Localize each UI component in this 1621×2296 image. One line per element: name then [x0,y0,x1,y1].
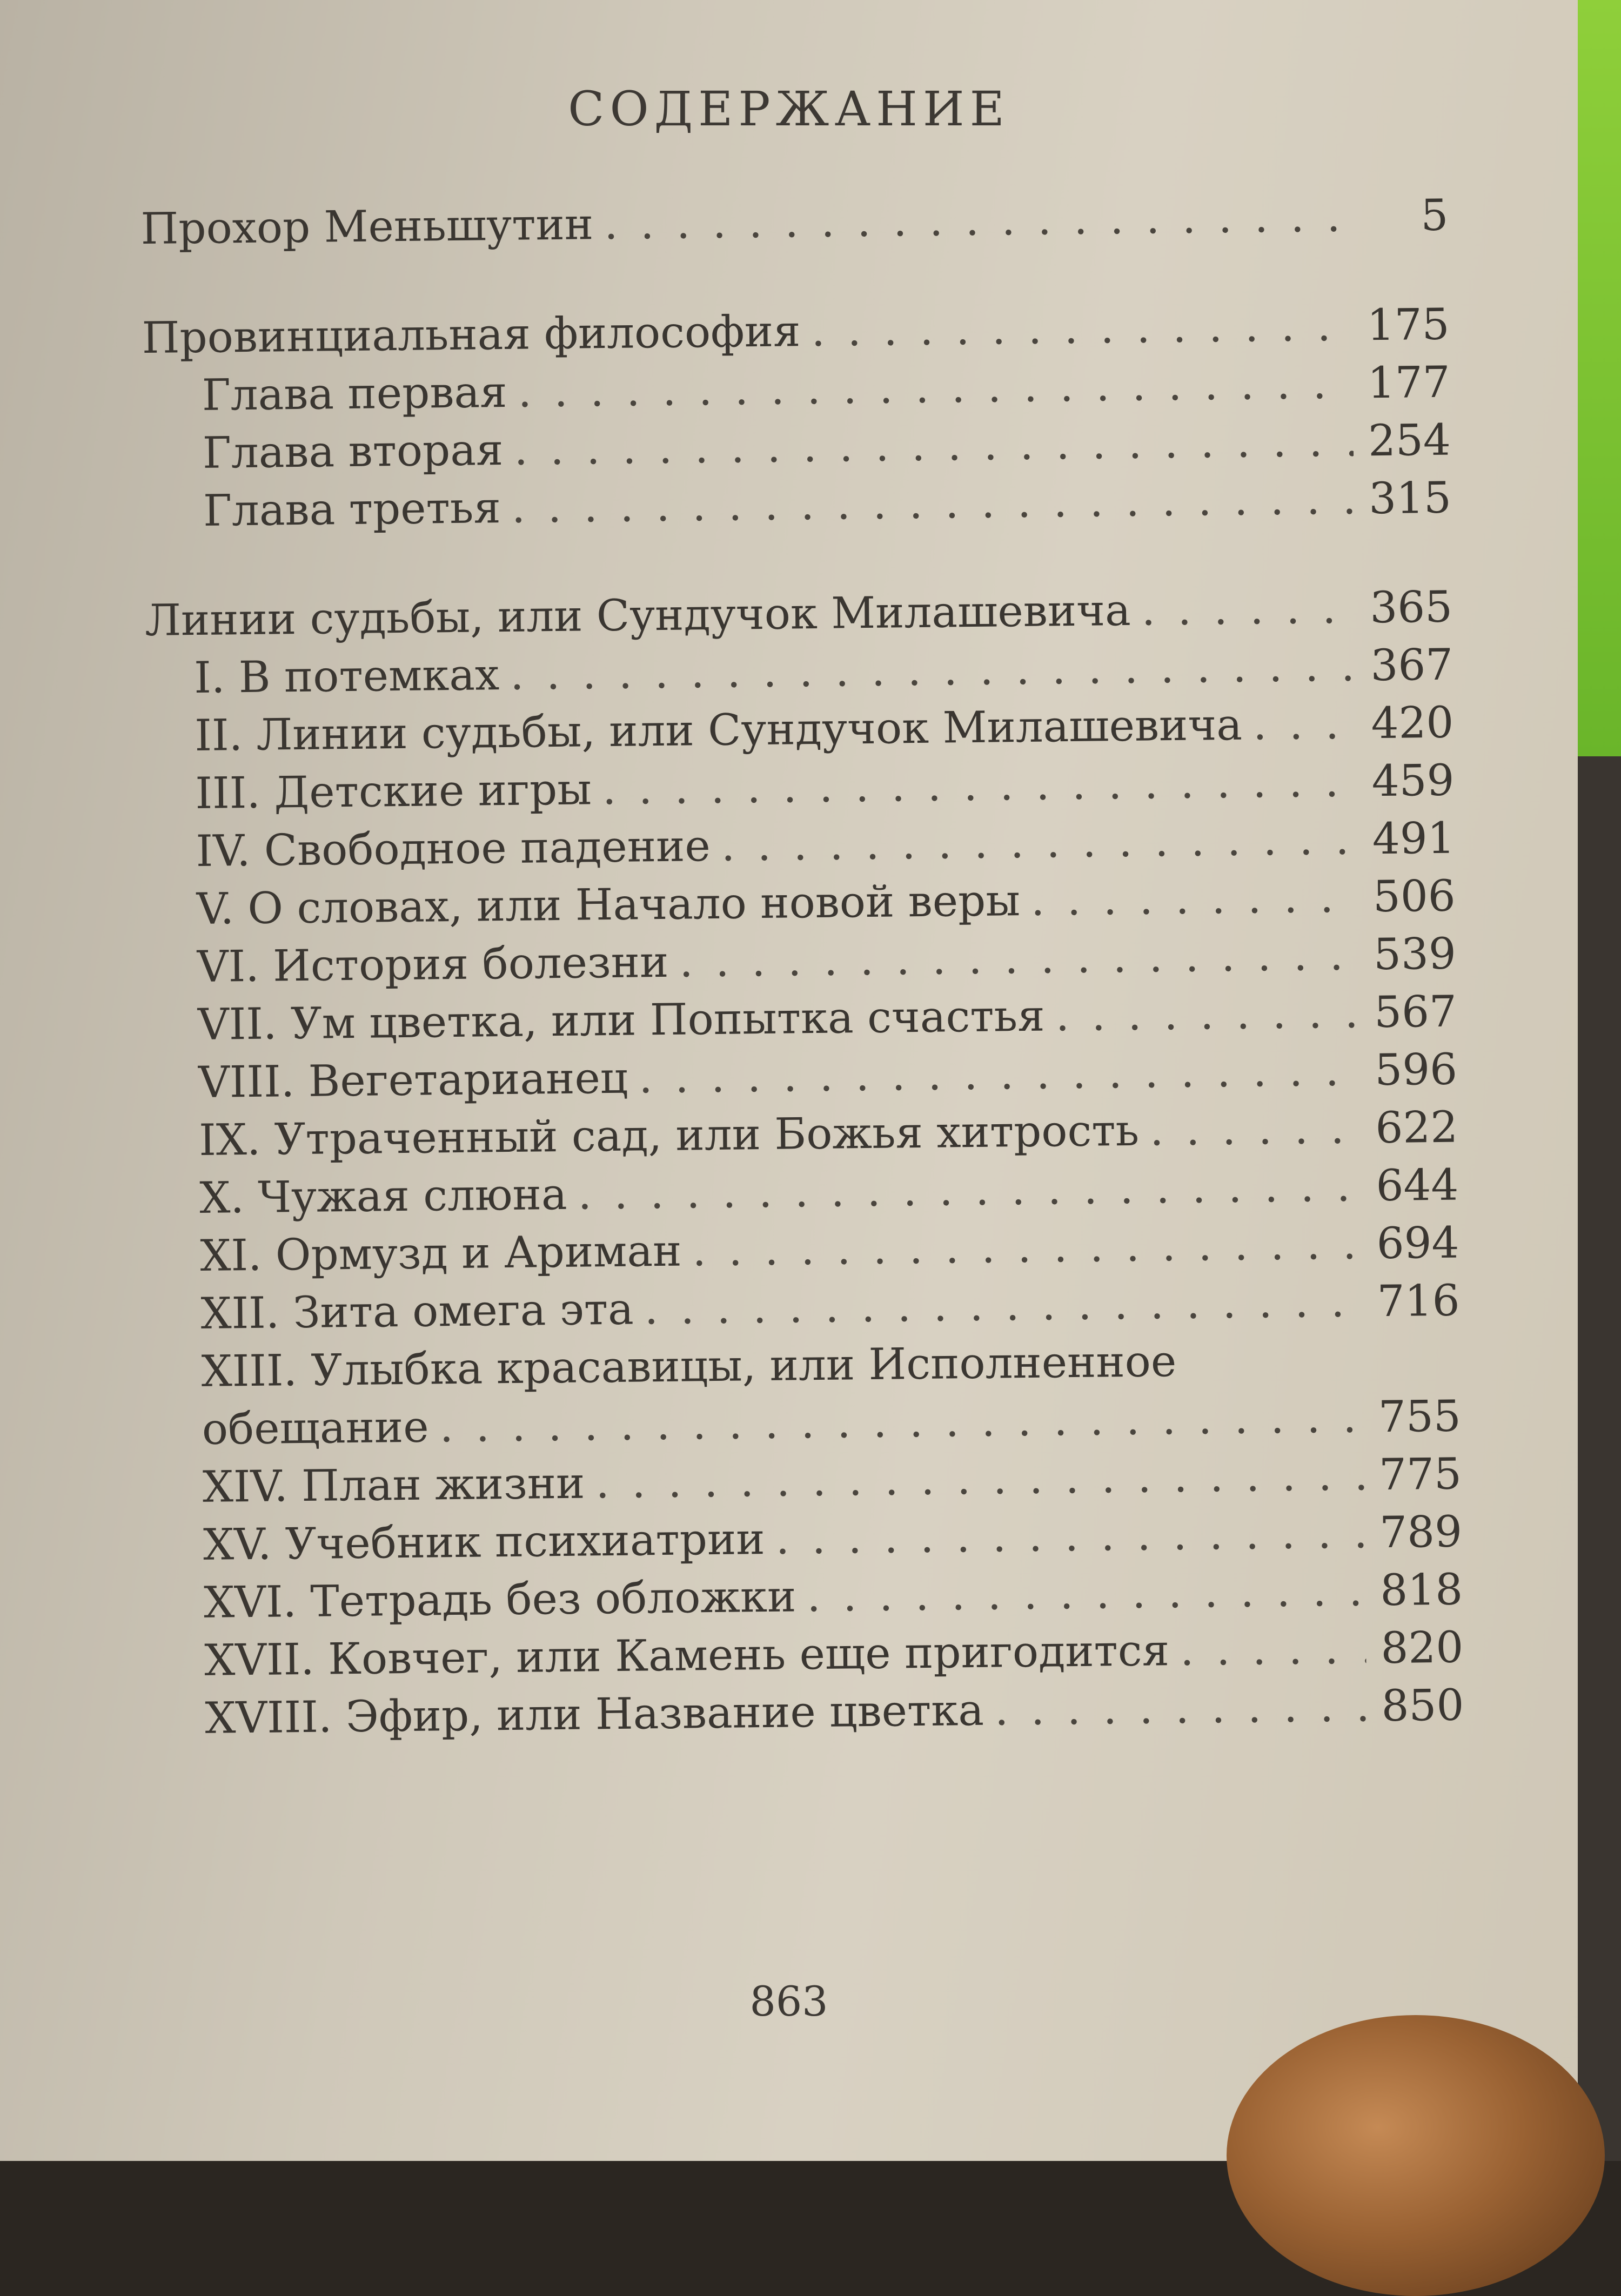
leader-dots [518,354,1353,421]
toc-chapter-label: X. Чужая слюна [199,1169,568,1223]
page-title: СОДЕРЖАНИЕ [568,81,1010,137]
toc-page-number: 716 [1377,1275,1460,1327]
toc-chapter-label: III. Детские игры [195,764,592,818]
toc-page-number: 539 [1373,928,1457,980]
toc-page-number: 644 [1376,1159,1459,1211]
leader-dots [1149,1099,1361,1159]
leader-dots [1030,868,1358,929]
leader-dots [1252,694,1356,753]
table-of-contents [140,186,1464,1748]
toc-page-number: 567 [1374,986,1457,1038]
toc-chapter-label: VIII. Вегетарианец [198,1052,628,1107]
toc-page-number: 694 [1376,1217,1459,1269]
toc-page-number: 820 [1381,1622,1464,1674]
leader-dots [639,1041,1361,1106]
leader-dots [1180,1619,1366,1679]
leader-dots [602,752,1357,818]
thumb-fingertip [1227,2015,1605,2296]
toc-page-number: 177 [1367,357,1451,408]
toc-chapter-label: IX. Утраченный сад, или Божья хитрость [198,1105,1140,1165]
toc-chapter-label: II. Линии судьбы, или Сундучок Милашевича [194,699,1243,761]
toc-chapter-label: XIV. План жизни [202,1458,585,1512]
leader-dots [692,1214,1362,1279]
green-background-edge [1578,0,1621,756]
leader-dots [994,1677,1367,1738]
toc-page-number: 775 [1378,1448,1462,1500]
leader-dots [721,810,1358,874]
toc-chapter-label: Глава третья [203,482,501,536]
toc-chapter-label: VI. История болезни [197,936,669,992]
toc-page-number: 367 [1370,639,1453,691]
toc-chapter-label: XI. Ормузд и Ариман [199,1225,682,1281]
leader-dots [595,1446,1365,1512]
leader-dots [604,187,1351,253]
toc-page-number: 755 [1378,1391,1462,1442]
toc-page-number: 491 [1372,813,1455,864]
leader-dots [775,1503,1365,1567]
toc-page-number: 254 [1368,414,1451,466]
leader-dots [514,412,1354,479]
toc-page-number: 5 [1421,190,1449,241]
toc-page-number: 789 [1379,1506,1463,1558]
toc-page-number: 850 [1381,1680,1464,1731]
toc-page-number: 315 [1368,472,1452,524]
toc-chapter-label: IV. Свободное падение [196,821,711,876]
toc-page-number: 596 [1374,1044,1458,1096]
toc-section-label: Прохор Меньшутин [140,199,594,254]
toc-chapter-label: XVI. Тетрадь без обложки [203,1571,796,1628]
leader-dots [679,925,1359,990]
leader-dots [807,1561,1366,1625]
toc-chapter-label: Глава вторая [202,424,504,478]
toc-section-label: Провинциальная философия [142,306,801,363]
toc-chapter-label: V. О словах, или Начало новой веры [196,875,1021,934]
toc-chapter-label: XII. Зита омега эта [200,1284,634,1339]
toc-page-number: 506 [1372,870,1456,922]
toc-chapter-label: I. В потемках [193,649,500,703]
background-shadow [1578,756,1621,2161]
leader-dots [510,636,1356,703]
toc-chapter-label: XVII. Ковчег, или Камень еще пригодится [204,1625,1170,1686]
leader-dots [578,1157,1362,1223]
leader-dots [511,470,1354,536]
toc-page-number: 459 [1371,755,1455,807]
toc-chapter-label: XVIII. Эфир, или Название цветка [204,1684,984,1743]
toc-chapter-label: Глава первая [202,366,507,420]
toc-chapter-label-line1: XIII. Улыбка красавицы, или Исполненное [201,1336,1177,1397]
toc-chapter-label: XV. Учебник психиатрии [203,1514,766,1570]
leader-dots [439,1388,1364,1455]
leader-dots [1141,579,1356,639]
toc-chapter-label: VII. Ум цветка, или Попытка счастья [197,990,1046,1050]
toc-page-number: 818 [1379,1564,1463,1616]
toc-page-number: 175 [1367,299,1450,351]
leader-dots [811,297,1352,360]
toc-page-number: 622 [1375,1102,1458,1153]
toc-chapter-label: обещание [202,1401,430,1454]
leader-dots [1055,983,1359,1044]
toc-section-label: Линии судьбы, или Сундучок Милашевича [144,585,1131,646]
toc-page-number: 365 [1369,581,1453,633]
toc-page-number: 420 [1371,697,1454,749]
leader-dots [644,1272,1363,1338]
page-number: 863 [749,1977,828,2025]
